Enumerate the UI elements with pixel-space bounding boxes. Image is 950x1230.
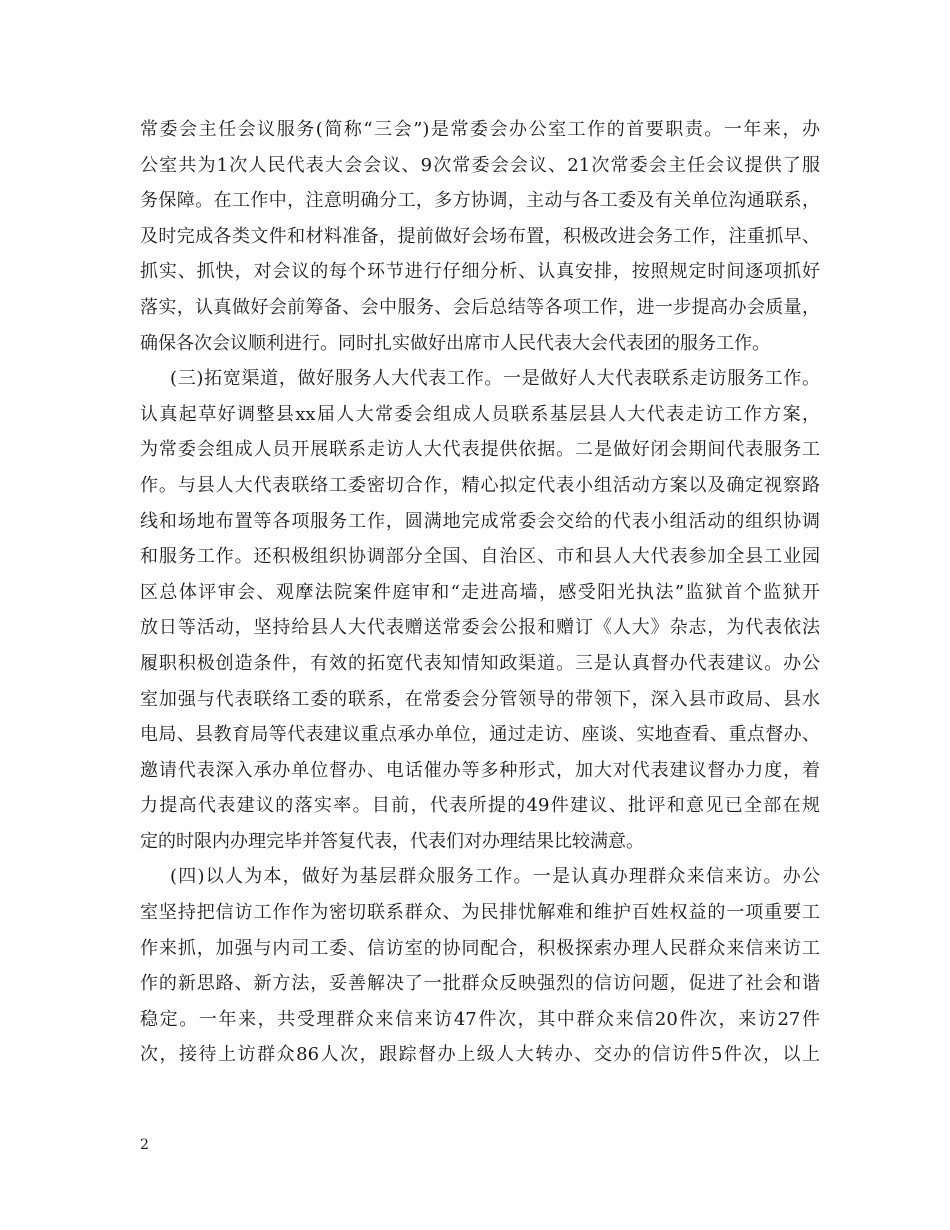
text-line: 室坚持把信访工作作为密切联系群众、为民排忧解难和维护百姓权益的一项重要工 (140, 902, 820, 924)
text-line: 作来抓，加强与内司工委、信访室的协同配合，积极探索办理人民群众来信来访工 (140, 937, 820, 959)
text-line: 力提高代表建议的落实率。目前，代表所提的49件建议、批评和意见已全部在规 (140, 795, 820, 817)
text-line: 确保各次会议顺利进行。同时扎实做好出席市人民代表大会代表团的服务工作。 (140, 332, 770, 354)
text-line: (四)以人为本，做好为基层群众服务工作。一是认真办理群众来信来访。办公 (170, 866, 820, 888)
text-line: 作的新思路、新方法，妥善解决了一批群众反映强烈的信访问题，促进了社会和谐 (140, 973, 820, 995)
text-line: 区总体评审会、观摩法院案件庭审和“走进高墙，感受阳光执法”监狱首个监狱开 (140, 581, 820, 603)
text-line: 次，接待上访群众86人次，跟踪督办上级人大转办、交办的信访件5件次，以上 (140, 1044, 820, 1066)
text-line: 邀请代表深入承办单位督办、电话催办等多种形式，加大对代表建议督办力度，着 (140, 759, 820, 781)
text-line: 作。与县人大代表联络工委密切合作，精心拟定代表小组活动方案以及确定视察路 (140, 474, 820, 496)
text-line: 线和场地布置等各项服务工作，圆满地完成常委会交给的代表小组活动的组织协调 (140, 510, 820, 532)
text-line: 电局、县教育局等代表建议重点承办单位，通过走访、座谈、实地查看、重点督办、 (140, 724, 820, 746)
text-line: 落实，认真做好会前筹备、会中服务、会后总结等各项工作，进一步提高办会质量， (140, 296, 820, 318)
text-line: 定的时限内办理完毕并答复代表，代表们对办理结果比较满意。 (140, 830, 644, 852)
text-line: 及时完成各类文件和材料准备，提前做好会场布置，积极改进会务工作，注重抓早、 (140, 225, 820, 247)
text-line: 认真起草好调整县xx届人大常委会组成人员联系基层县人大代表走访工作方案， (140, 403, 820, 425)
text-line: 履职积极创造条件，有效的拓宽代表知情知政渠道。三是认真督办代表建议。办公 (140, 652, 820, 674)
page-number: 2 (140, 1137, 149, 1153)
text-line: 抓实、抓快，对会议的每个环节进行仔细分析、认真安排，按照规定时间逐项抓好 (140, 261, 820, 283)
text-line: 和服务工作。还积极组织协调部分全国、自治区、市和县人大代表参加全县工业园 (140, 546, 820, 568)
body-text (140, 112, 820, 1073)
text-line: 常委会主任会议服务(简称“三会”)是常委会办公室工作的首要职责。一年来，办 (140, 119, 820, 140)
text-line: 公室共为1次人民代表大会会议、9次常委会会议、21次常委会主任会议提供了服 (140, 154, 820, 176)
text-line: 务保障。在工作中，注意明确分工，多方协调，主动与各工委及有关单位沟通联系， (140, 190, 820, 212)
text-line: 室加强与代表联络工委的联系，在常委会分管领导的带领下，深入县市政局、县水 (140, 688, 820, 710)
text-line: 放日等活动，坚持给县人大代表赠送常委会公报和赠订《人大》杂志，为代表依法 (140, 617, 820, 639)
text-line: 为常委会组成人员开展联系走访人大代表提供依据。二是做好闭会期间代表服务工 (140, 439, 820, 461)
text-line: 稳定。一年来，共受理群众来信来访47件次，其中群众来信20件次，来访27件 (140, 1008, 820, 1030)
text-line: (三)拓宽渠道，做好服务人大代表工作。一是做好人大代表联系走访服务工作。 (170, 368, 820, 390)
